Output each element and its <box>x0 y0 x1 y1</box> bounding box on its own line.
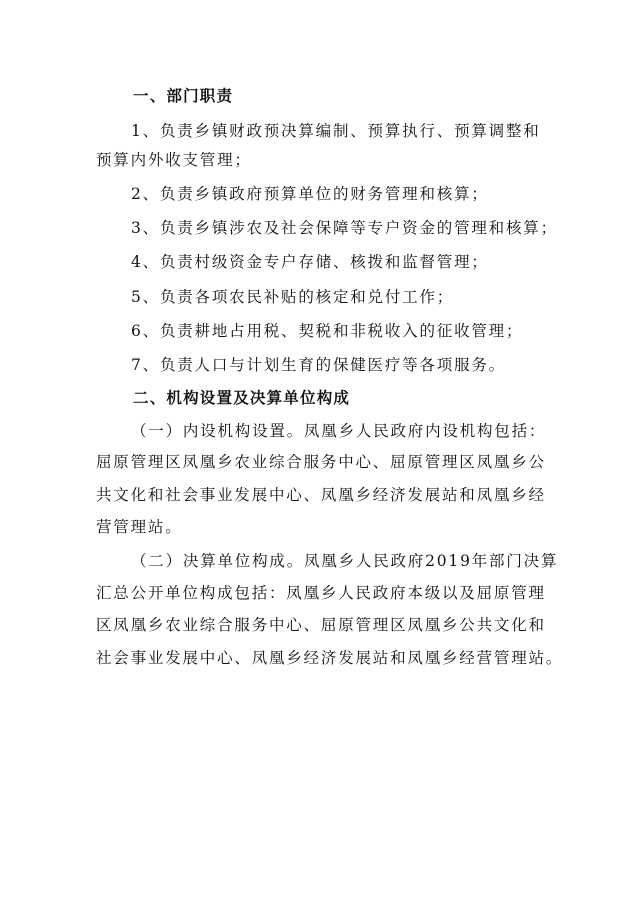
paragraph-internal-structure-line-4: 营管理站。 <box>96 518 183 536</box>
duty-item-6: 6、负责耕地占用税、契税和非税收入的征收管理； <box>131 322 524 340</box>
paragraph-final-accounts-line-3: 区凤凰乡农业综合服务中心、屈原管理区凤凰乡公共文化和 <box>96 616 546 634</box>
paragraph-internal-structure-line-3: 共文化和社会事业发展中心、凤凰乡经济发展站和凤凰乡经 <box>96 486 546 504</box>
paragraph-final-accounts-line-2: 汇总公开单位构成包括：凤凰乡人民政府本级以及屈原管理 <box>96 584 546 602</box>
paragraph-final-accounts-line-1: （二）决算单位构成。凤凰乡人民政府2019年部门决算 <box>131 552 559 570</box>
duty-item-3: 3、负责乡镇涉农及社会保障等专户资金的管理和核算； <box>131 219 558 237</box>
paragraph-internal-structure-line-2: 屈原管理区凤凰乡农业综合服务中心、屈原管理区凤凰乡公 <box>96 453 546 471</box>
paragraph-internal-structure-line-1: （一）内设机构设置。凤凰乡人民政府内设机构包括： <box>131 422 547 440</box>
duty-item-1: 1、负责乡镇财政预决算编制、预算执行、预算调整和 <box>131 122 541 140</box>
section-heading-responsibilities: 一、部门职责 <box>133 87 234 105</box>
section-heading-organization: 二、机构设置及决算单位构成 <box>133 389 351 407</box>
paragraph-final-accounts-line-4: 社会事业发展中心、凤凰乡经济发展站和凤凰乡经营管理站。 <box>96 649 564 667</box>
duty-item-5: 5、负责各项农民补贴的核定和兑付工作； <box>131 288 455 306</box>
duty-item-1-continued: 预算内外收支管理； <box>96 151 252 169</box>
duty-item-7: 7、负责人口与计划生育的保健医疗等各项服务。 <box>131 356 506 374</box>
duty-item-4: 4、负责村级资金专户存储、核拨和监督管理； <box>131 253 489 271</box>
duty-item-2: 2、负责乡镇政府预算单位的财务管理和核算； <box>131 185 489 203</box>
